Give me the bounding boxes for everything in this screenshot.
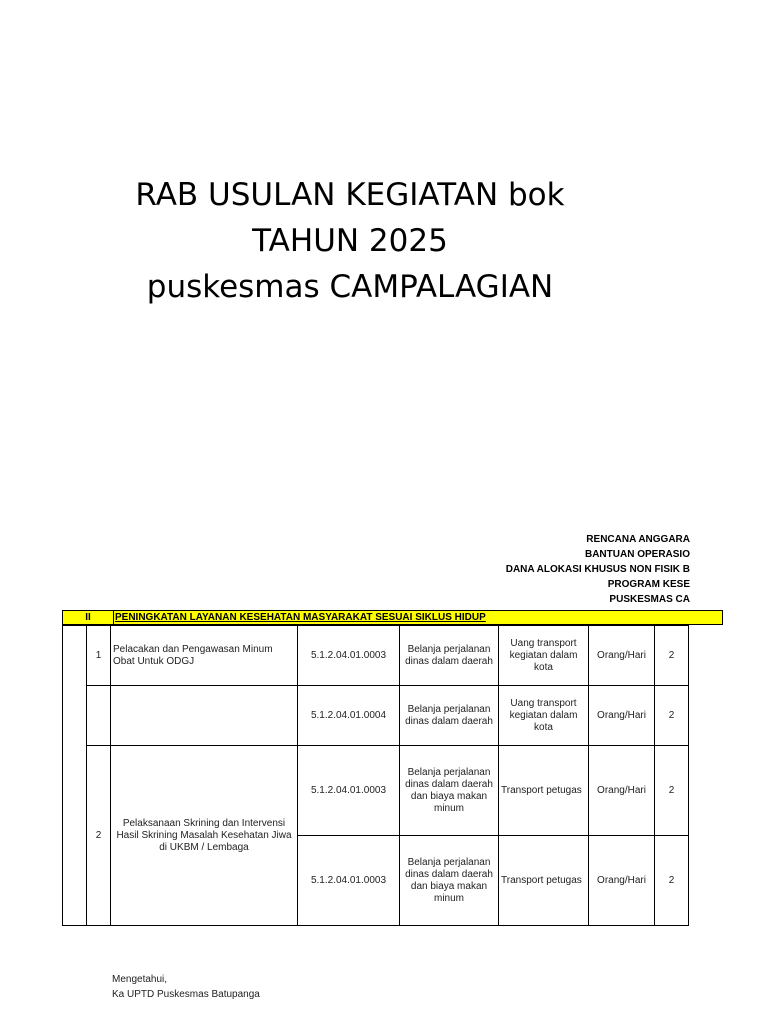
row-number: 1 — [87, 626, 111, 686]
uraian-cell: Uang transport kegiatan dalam kota — [499, 686, 589, 746]
section-title: PENINGKATAN LAYANAN KESEHATAN MASYARAKAT SESUAI SIKLUS HIDUP — [115, 612, 486, 623]
table-row — [63, 746, 689, 836]
margin-cell — [63, 626, 87, 926]
volume-cell: 2 — [655, 746, 689, 836]
kegiatan-cell — [111, 686, 298, 746]
rab-header-line5: PUSKESMAS CA — [609, 594, 690, 605]
kegiatan-cell: Pelacakan dan Pengawasan Minum Obat Untuk ODGJ — [111, 626, 298, 686]
rab-header-line4: PROGRAM KESE — [607, 579, 690, 590]
table-row — [63, 626, 689, 686]
section-roman: II — [85, 612, 91, 623]
uraian-cell: Uang transport kegiatan dalam kota — [499, 626, 589, 686]
satuan-cell: Orang/Hari — [589, 836, 655, 926]
account-code-cell: 5.1.2.04.01.0003 — [298, 836, 400, 926]
rab-header-line3: DANA ALOKASI KHUSUS NON FISIK B — [505, 564, 690, 575]
signature-title: Ka UPTD Puskesmas Batupanga — [112, 989, 260, 1000]
belanja-cell: Belanja perjalanan dinas dalam daerah dan biaya makan minum — [400, 746, 499, 836]
rab-header-line1: RENCANA ANGGARA — [586, 534, 690, 545]
account-code-cell: 5.1.2.04.01.0003 — [298, 626, 400, 686]
kegiatan-cell: Pelaksanaan Skrining dan Intervensi Hasil Skrining Masalah Kesehatan Jiwa di UKBM / Lembaga — [111, 746, 298, 926]
signature-label: Mengetahui, — [112, 974, 168, 985]
satuan-cell: Orang/Hari — [589, 686, 655, 746]
account-code-cell: 5.1.2.04.01.0003 — [298, 746, 400, 836]
doc-title-line2: TAHUN 2025 — [252, 223, 448, 259]
belanja-cell: Belanja perjalanan dinas dalam daerah dan biaya makan minum — [400, 836, 499, 926]
band-divider — [113, 611, 114, 624]
table-row — [63, 686, 689, 746]
belanja-cell: Belanja perjalanan dinas dalam daerah — [400, 626, 499, 686]
doc-title-line1: RAB USULAN KEGIATAN bok — [135, 177, 565, 213]
doc-title-line3: puskesmas CAMPALAGIAN — [146, 269, 554, 305]
uraian-cell: Transport petugas — [499, 836, 589, 926]
satuan-cell: Orang/Hari — [589, 746, 655, 836]
rab-header-block — [0, 530, 690, 610]
volume-cell: 2 — [655, 836, 689, 926]
row-number — [87, 686, 111, 746]
section-header-band — [62, 610, 723, 625]
satuan-cell: Orang/Hari — [589, 626, 655, 686]
volume-cell: 2 — [655, 686, 689, 746]
volume-cell: 2 — [655, 626, 689, 686]
account-code-cell: 5.1.2.04.01.0004 — [298, 686, 400, 746]
rab-header-line2: BANTUAN OPERASIO — [584, 549, 690, 560]
belanja-cell: Belanja perjalanan dinas dalam daerah — [400, 686, 499, 746]
uraian-cell: Transport petugas — [499, 746, 589, 836]
row-number: 2 — [87, 746, 111, 926]
rab-table — [62, 625, 689, 926]
